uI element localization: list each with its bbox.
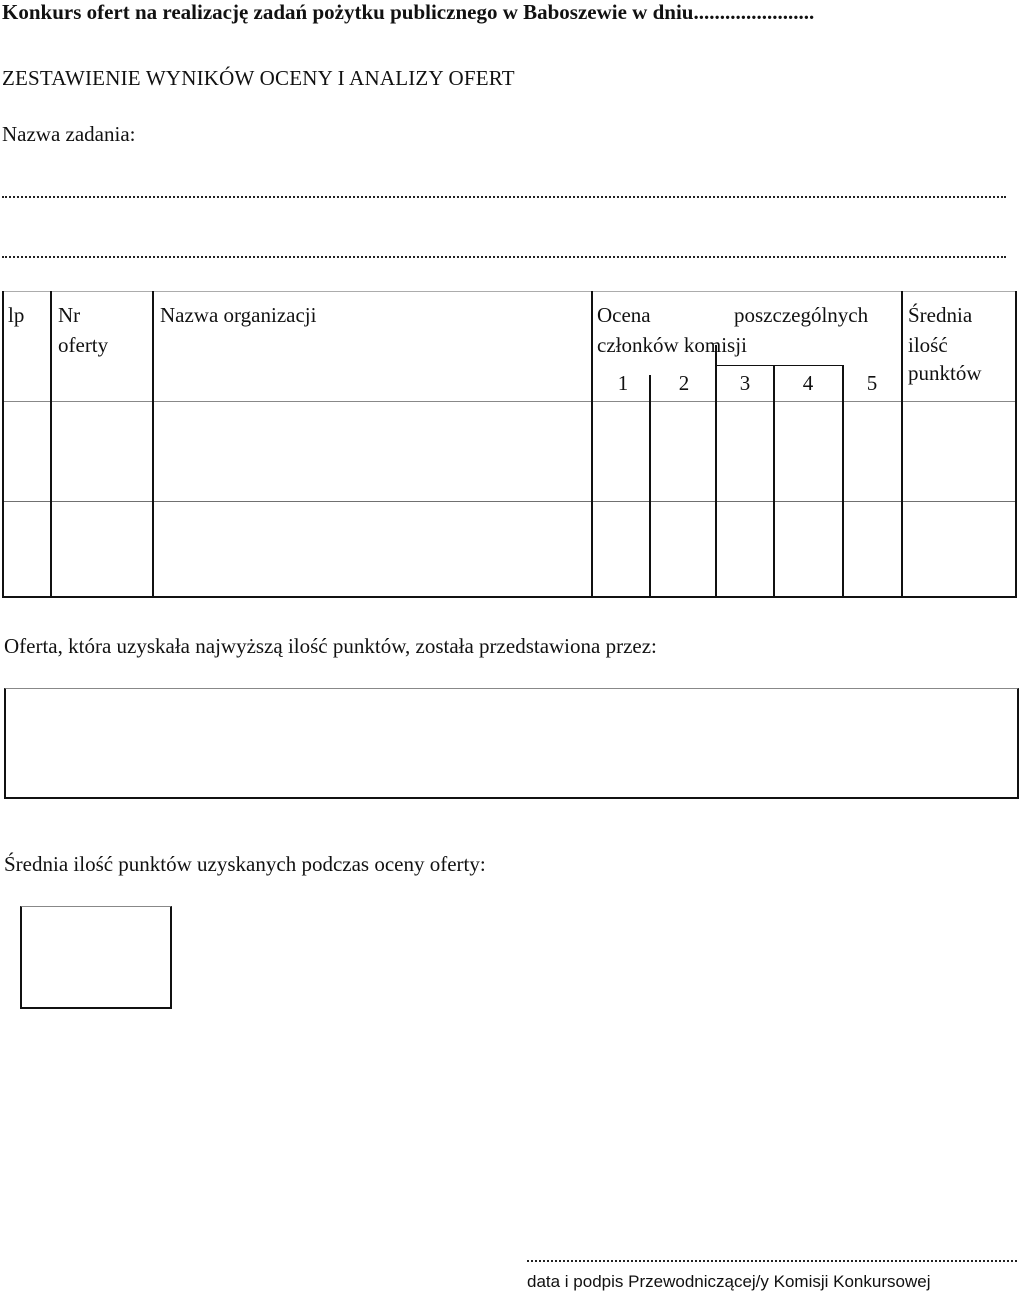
column-header-score-word1: Ocena bbox=[597, 303, 651, 327]
average-points-label: Średnia ilość punktów uzyskanych podczas oceny oferty: bbox=[4, 852, 486, 876]
member-4-header: 4 bbox=[802, 371, 814, 395]
column-header-nr-line2: oferty bbox=[58, 333, 109, 357]
document-subtitle: ZESTAWIENIE WYNIKÓW OCENY I ANALIZY OFERT bbox=[2, 66, 515, 90]
signature-caption: data i podpis Przewodniczącej/y Komisji Konkursowej bbox=[527, 1272, 931, 1291]
document-title: Konkurs ofert na realizację zadań pożytku publicznego w Baboszewie w dniu....................... bbox=[2, 0, 815, 24]
column-header-organization: Nazwa organizacji bbox=[160, 303, 317, 327]
task-name-field-line-2[interactable] bbox=[2, 256, 1006, 258]
column-header-average-line1: Średnia bbox=[908, 303, 973, 327]
column-header-score-word2: poszczególnych bbox=[734, 303, 869, 327]
results-table bbox=[0, 285, 1024, 605]
task-name-field-line-1[interactable] bbox=[2, 196, 1006, 198]
member-3-header: 3 bbox=[739, 371, 751, 395]
column-header-score-line2: członków komisji bbox=[597, 333, 747, 357]
column-header-nr-line1: Nr bbox=[58, 303, 81, 327]
best-offer-box[interactable] bbox=[4, 688, 1019, 799]
task-name-label: Nazwa zadania: bbox=[2, 122, 136, 146]
best-offer-label: Oferta, która uzyskała najwyższą ilość punktów, została przedstawiona przez: bbox=[4, 634, 657, 658]
member-1-header: 1 bbox=[617, 371, 629, 395]
signature-line[interactable] bbox=[527, 1260, 1017, 1262]
member-2-header: 2 bbox=[678, 371, 690, 395]
average-points-box[interactable] bbox=[20, 906, 172, 1009]
member-5-header: 5 bbox=[866, 371, 878, 395]
column-header-lp: lp bbox=[8, 303, 25, 327]
column-header-average-line2: ilość bbox=[908, 333, 948, 357]
column-header-average-line3: punktów bbox=[908, 361, 982, 385]
